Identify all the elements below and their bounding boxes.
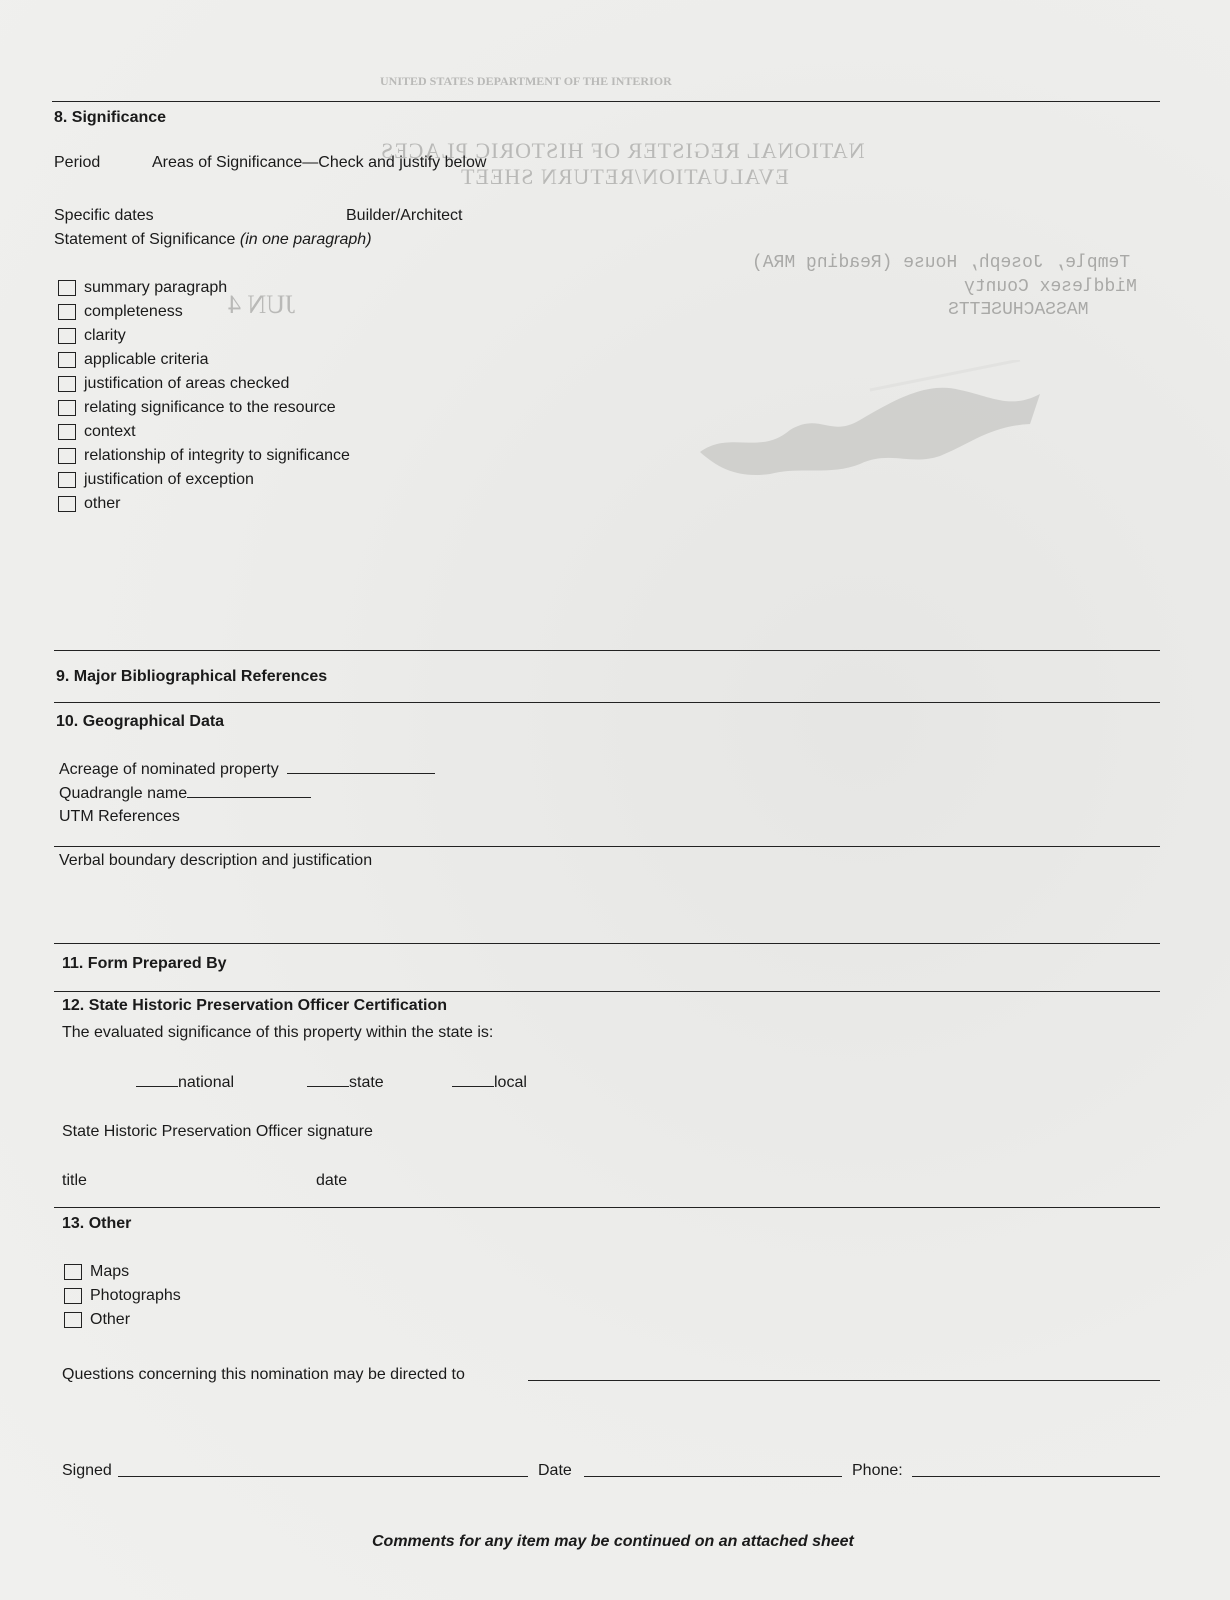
- state-label: state: [349, 1074, 384, 1091]
- checklist-item[interactable]: [58, 422, 136, 442]
- checkbox[interactable]: [64, 1264, 82, 1280]
- other-label: Maps: [90, 1263, 130, 1280]
- phone-label: Phone:: [852, 1462, 903, 1479]
- areas-of-significance-label: Areas of Significance—Check and justify below: [152, 154, 487, 171]
- local-label: local: [494, 1074, 527, 1091]
- quadrangle-label: Quadrangle name: [59, 785, 188, 802]
- signed-field[interactable]: [118, 1476, 528, 1477]
- checklist-label: completeness: [84, 303, 183, 320]
- section-10-heading: 10. Geographical Data: [56, 713, 225, 730]
- date-label: date: [316, 1172, 348, 1189]
- checklist-label: relationship of integrity to significance: [84, 447, 350, 464]
- phone-field[interactable]: [912, 1476, 1160, 1477]
- evaluated-significance-text: The evaluated significance of this property within the state is:: [62, 1024, 494, 1041]
- checklist-label: justification of exception: [84, 471, 254, 488]
- checkbox[interactable]: [58, 280, 76, 296]
- national-label: national: [178, 1074, 235, 1091]
- checklist-item[interactable]: [58, 470, 254, 490]
- quadrangle-field[interactable]: [187, 783, 311, 798]
- checklist-item[interactable]: [58, 374, 289, 394]
- section-12-rule: [54, 991, 1160, 992]
- bleed-typed-line-1: Temple, Joseph, House (Reading MRA): [752, 253, 1131, 273]
- checkbox[interactable]: [58, 448, 76, 464]
- signed-label: Signed: [62, 1462, 112, 1479]
- checkbox[interactable]: [64, 1312, 82, 1328]
- checklist-item[interactable]: [58, 326, 126, 346]
- local-blank[interactable]: [452, 1072, 494, 1087]
- checkbox[interactable]: [58, 472, 76, 488]
- bleed-stamp: JUN 4: [228, 290, 296, 319]
- bleed-heading-2: EVALUATION/RETURN SHEET: [460, 164, 789, 189]
- footer-date-label: Date: [538, 1462, 572, 1479]
- acreage-field[interactable]: [287, 759, 435, 774]
- local-option[interactable]: [452, 1072, 527, 1093]
- checkbox[interactable]: [64, 1288, 82, 1304]
- checklist-item[interactable]: [58, 350, 209, 370]
- state-blank[interactable]: [307, 1072, 349, 1087]
- checklist-item[interactable]: [58, 446, 350, 466]
- checkbox[interactable]: [58, 376, 76, 392]
- checklist-label: other: [84, 495, 121, 512]
- section-10-rule: [54, 702, 1160, 703]
- section-13-heading: 13. Other: [62, 1215, 132, 1232]
- questions-field[interactable]: [528, 1380, 1160, 1381]
- title-label: title: [62, 1172, 87, 1189]
- bleed-typed-line-3: MASSACHUSETTS: [948, 300, 1089, 320]
- other-item[interactable]: [64, 1286, 181, 1306]
- verbal-boundary-label: Verbal boundary description and justification: [59, 852, 373, 869]
- shpo-signature-label: State Historic Preservation Officer signature: [62, 1123, 373, 1140]
- section-13-rule: [54, 1207, 1160, 1208]
- footer-date-field[interactable]: [584, 1476, 842, 1477]
- state-option[interactable]: [307, 1072, 384, 1093]
- checklist-label: relating significance to the resource: [84, 399, 336, 416]
- period-label: Period: [54, 154, 101, 171]
- builder-architect-label: Builder/Architect: [346, 207, 463, 224]
- statement-label-text: Statement of Significance: [54, 231, 236, 248]
- other-label: Other: [90, 1311, 131, 1328]
- bleed-header-small: UNITED STATES DEPARTMENT OF THE INTERIOR: [380, 74, 672, 88]
- section-9-rule: [54, 650, 1160, 651]
- torn-paper-mark: [690, 360, 1110, 480]
- checkbox[interactable]: [58, 400, 76, 416]
- acreage-row: [59, 759, 435, 780]
- bleed-heading-1: NATIONAL REGISTER OF HISTORIC PLACES: [380, 138, 865, 163]
- other-label: Photographs: [90, 1287, 181, 1304]
- statement-of-significance-label: [54, 230, 372, 250]
- checklist-item[interactable]: [58, 302, 183, 322]
- quadrangle-row: [59, 783, 311, 804]
- verbal-boundary-rule: [54, 846, 1160, 847]
- checklist-label: clarity: [84, 327, 126, 344]
- checklist-item[interactable]: [58, 278, 227, 298]
- acreage-label: Acreage of nominated property: [59, 761, 279, 778]
- utm-references-label: UTM References: [59, 808, 180, 825]
- statement-note: (in one paragraph): [239, 231, 372, 248]
- comments-note: Comments for any item may be continued on an attached sheet: [372, 1533, 854, 1550]
- checklist-label: context: [84, 423, 136, 440]
- section-11-rule: [54, 943, 1160, 944]
- checklist-item[interactable]: [58, 398, 336, 418]
- other-item[interactable]: [64, 1262, 129, 1282]
- bleed-typed-line-2: Middlesex County: [964, 277, 1137, 297]
- checkbox[interactable]: [58, 304, 76, 320]
- section-11-heading: 11. Form Prepared By: [62, 955, 227, 972]
- other-item[interactable]: [64, 1310, 130, 1330]
- section-9-heading: 9. Major Bibliographical References: [56, 668, 328, 685]
- checklist-label: summary paragraph: [84, 279, 228, 296]
- specific-dates-label: Specific dates: [54, 207, 154, 224]
- checkbox[interactable]: [58, 496, 76, 512]
- checkbox[interactable]: [58, 328, 76, 344]
- national-option[interactable]: [136, 1072, 234, 1093]
- checkbox[interactable]: [58, 424, 76, 440]
- top-rule: [52, 101, 1160, 102]
- checklist-item[interactable]: [58, 494, 120, 514]
- questions-label: Questions concerning this nomination may be directed to: [62, 1366, 465, 1383]
- section-8-heading: 8. Significance: [54, 109, 167, 126]
- checklist-label: applicable criteria: [84, 351, 209, 368]
- section-12-heading: 12. State Historic Preservation Officer Certification: [62, 997, 448, 1014]
- checklist-label: justification of areas checked: [84, 375, 290, 392]
- checkbox[interactable]: [58, 352, 76, 368]
- national-blank[interactable]: [136, 1072, 178, 1087]
